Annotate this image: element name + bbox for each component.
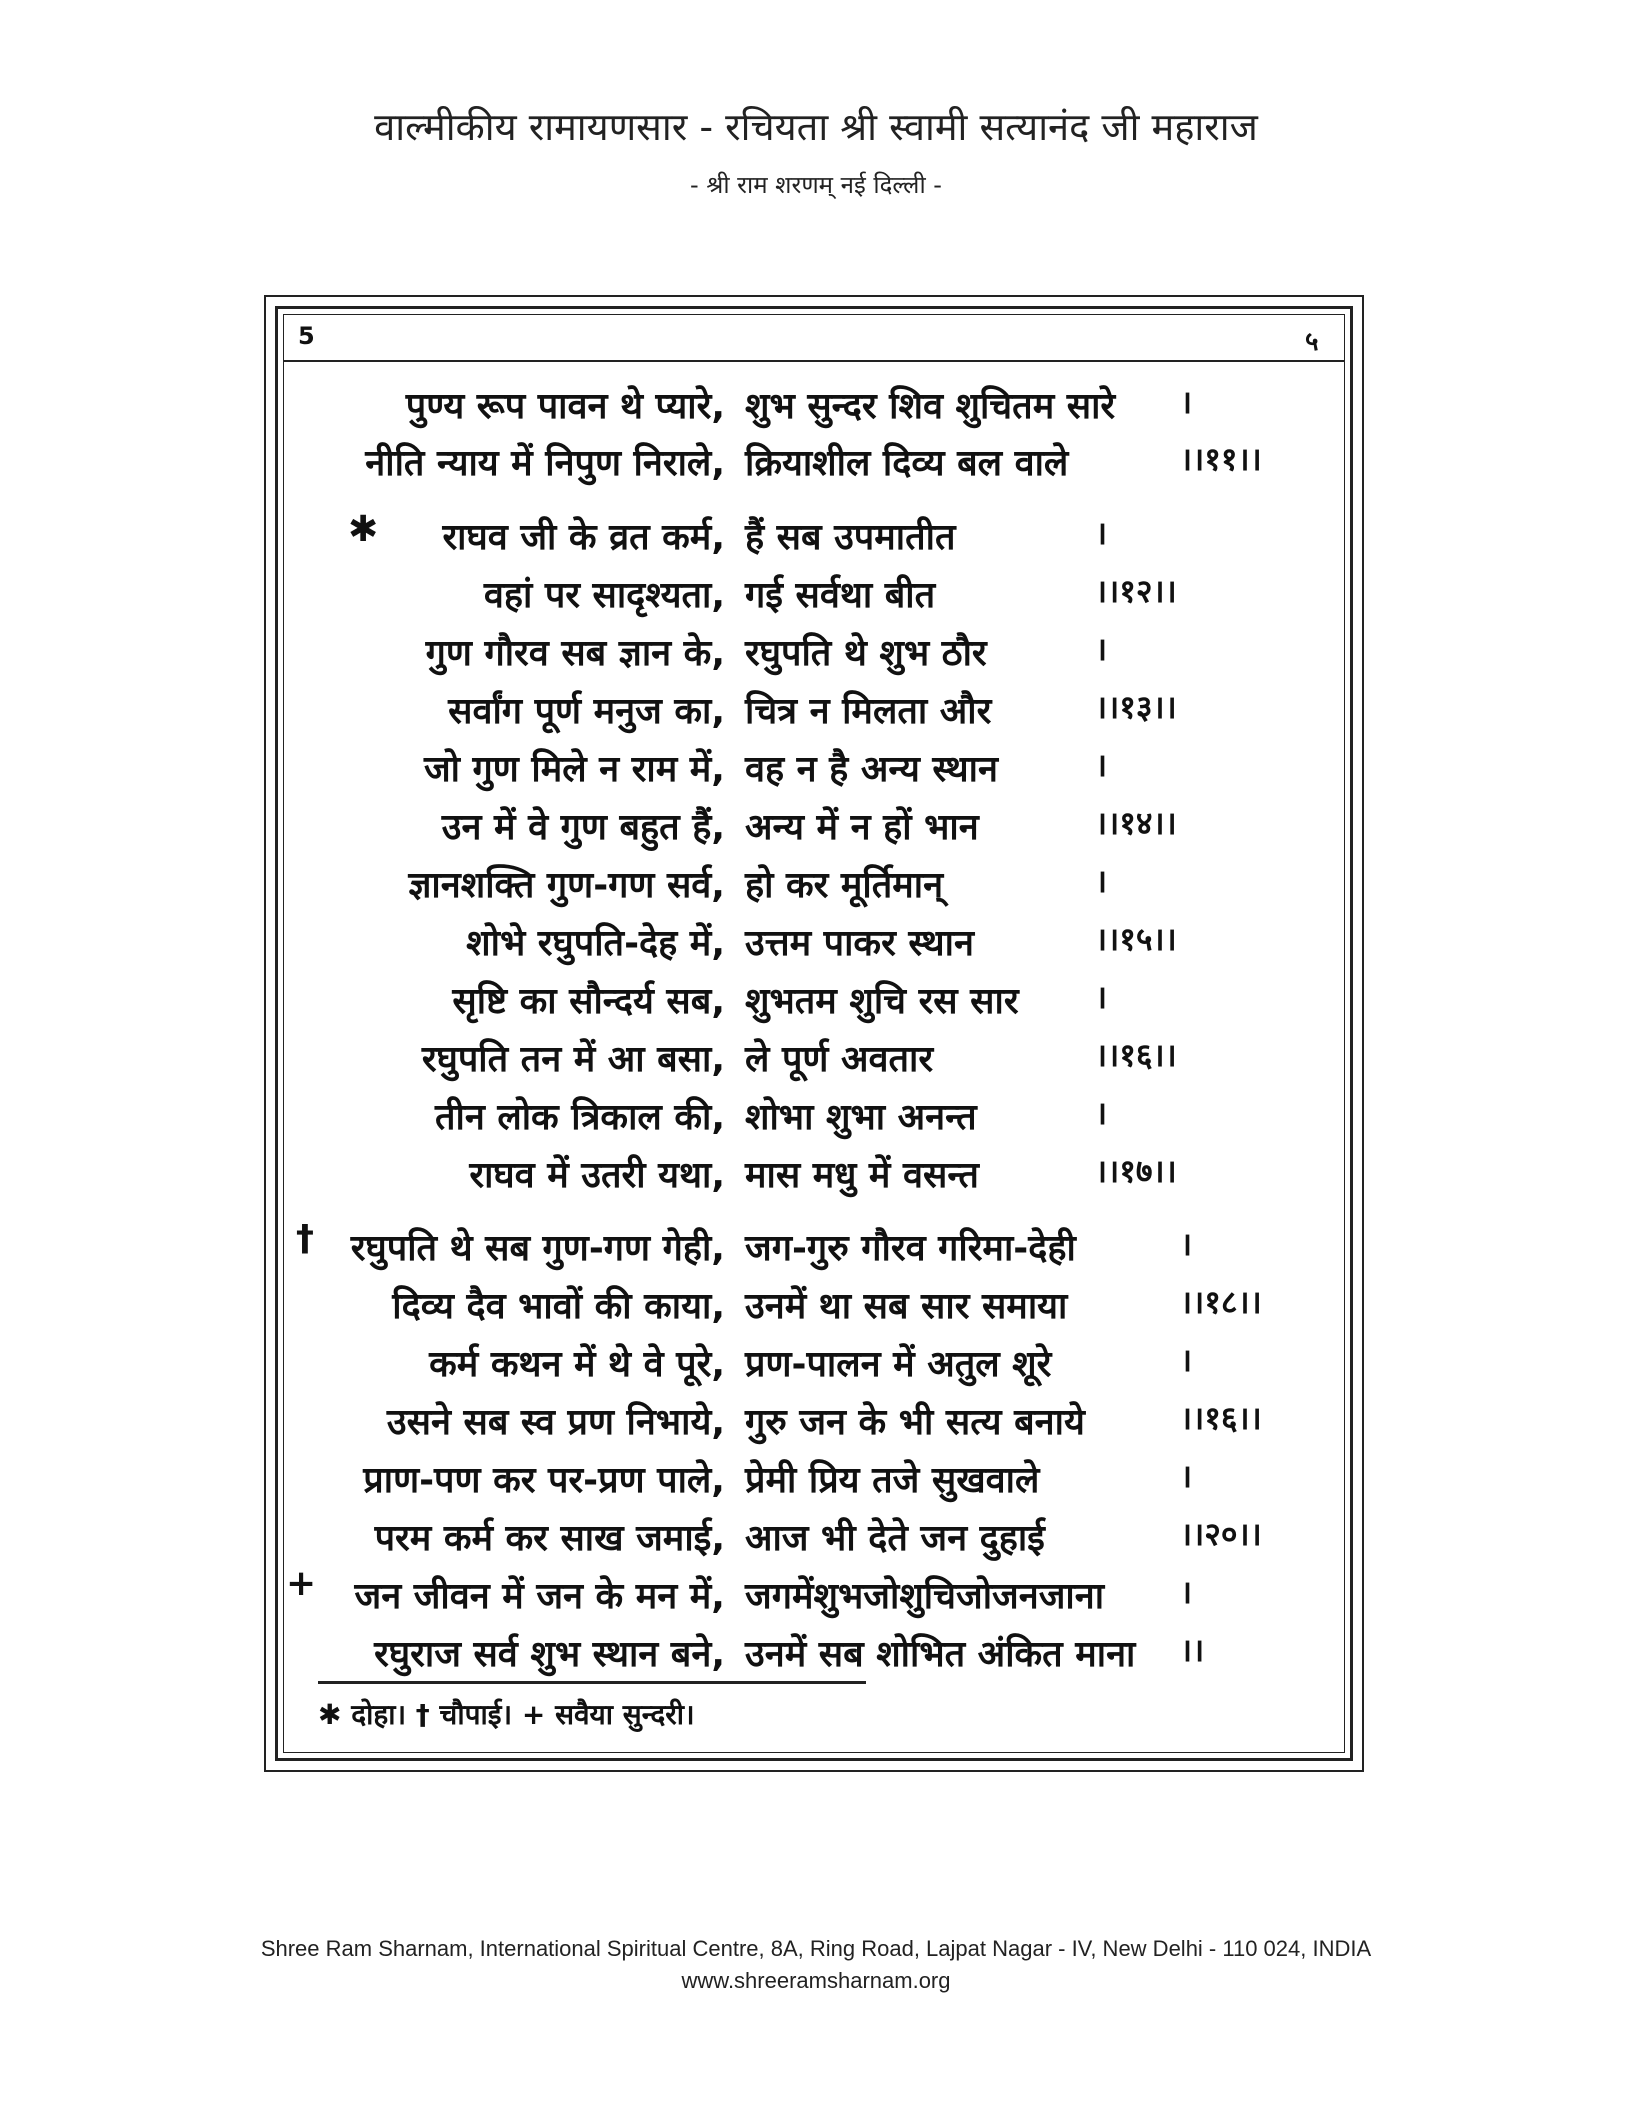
- page-subtitle: - श्री राम शरणम् नई दिल्ली -: [690, 171, 942, 199]
- doha-marker-icon: ✱: [348, 509, 379, 550]
- verse-first-half: सृष्टि का सौन्दर्य सब,: [452, 981, 725, 1022]
- verse-line-left: [0, 1338, 725, 1390]
- verse-number: ।।१६।।: [1180, 1399, 1262, 1437]
- page-number-arabic: 5: [298, 322, 315, 350]
- verse-first-half: वहां पर सादृश्यता,: [483, 575, 725, 616]
- verse-number: ।: [1095, 1094, 1108, 1132]
- verse-line-left: [0, 917, 725, 969]
- verse-first-half: प्राण-पण कर पर-प्रण पाले,: [363, 1460, 725, 1501]
- verse-first-half: उन में वे गुण बहुत हैं,: [441, 807, 725, 848]
- verse-first-half: रघुपति थे सब गुण-गण गेही,: [350, 1228, 725, 1269]
- footnote-legend: ✱ दोहा। † चौपाई। + सवैया सुन्दरी।: [318, 1698, 695, 1731]
- verse-second-half: हैं सब उपमातीत: [745, 517, 956, 558]
- verse-second-half: जग-गुरु गौरव गरिमा-देही: [745, 1228, 1076, 1269]
- verse-second-half: शोभा शुभा अनन्त: [745, 1097, 977, 1138]
- verse-first-half: रघुराज सर्व शुभ स्थान बने,: [374, 1634, 725, 1675]
- verse-line-left: [0, 569, 725, 621]
- verse-first-half: गुण गौरव सब ज्ञान के,: [425, 633, 725, 674]
- verse-line-left: [0, 685, 725, 737]
- verse-first-half: जन जीवन में जन के मन में,: [354, 1576, 725, 1617]
- verse-first-half: शोभे रघुपति-देह में,: [466, 923, 725, 964]
- verse-number: ।।१६।।: [1095, 1036, 1177, 1074]
- verse-second-half: आज भी देते जन दुहाई: [745, 1518, 1045, 1559]
- verse-number: ।।१८।।: [1180, 1283, 1262, 1321]
- verse-first-half: दिव्य दैव भावों की काया,: [392, 1286, 725, 1327]
- verse-second-half: क्रियाशील दिव्य बल वाले: [745, 443, 1069, 484]
- verse-number: ।: [1095, 978, 1108, 1016]
- verse-line-left: [0, 380, 725, 432]
- page-title: वाल्मीकीय रामायणसार - रचियता श्री स्वामी सत्यानंद जी महाराज: [374, 105, 1258, 149]
- verse-line-left: [0, 1512, 725, 1564]
- footer-address: Shree Ram Sharnam, International Spiritual Centre, 8A, Ring Road, Lajpat Nagar - IV, New Delhi - 110 024, INDIA: [260, 1936, 1372, 1961]
- verse-line-left: [0, 1280, 725, 1332]
- verse-line-left: [0, 627, 725, 679]
- page-number-devanagari: ५: [1305, 327, 1319, 357]
- chaupai-marker-icon: †: [296, 1218, 314, 1259]
- verse-number: ।: [1095, 630, 1108, 668]
- verse-first-half: परम कर्म कर साख जमाई,: [374, 1518, 725, 1559]
- verse-first-half: रघुपति तन में आ बसा,: [421, 1039, 725, 1080]
- verse-line-left: [0, 1628, 725, 1680]
- verse-second-half: प्रण-पालन में अतुल शूरे: [745, 1344, 1052, 1385]
- verse-number: ।।१५।।: [1095, 920, 1177, 958]
- verse-first-half: राघव जी के व्रत कर्म,: [442, 517, 725, 558]
- verse-line-left: [0, 1091, 725, 1143]
- verse-first-half: राघव में उतरी यथा,: [469, 1155, 725, 1196]
- savaiya-marker-icon: +: [286, 1563, 317, 1604]
- verse-number: ।: [1180, 1573, 1193, 1611]
- verse-second-half: शुभ सुन्दर शिव शुचितम सारे: [745, 386, 1116, 427]
- verse-number: ।।१७।।: [1095, 1152, 1177, 1190]
- verse-second-half: चित्र न मिलता और: [745, 691, 992, 732]
- verse-number: ।।२०।।: [1180, 1515, 1262, 1553]
- verse-second-half: ले पूर्ण अवतार: [745, 1039, 934, 1080]
- verse-second-half: गुरु जन के भी सत्य बनाये: [745, 1402, 1085, 1443]
- verse-line-left: [0, 1396, 725, 1448]
- verse-second-half: रघुपति थे शुभ ठौर: [745, 633, 987, 674]
- verse-first-half: नीति न्याय में निपुण निराले,: [365, 443, 725, 484]
- verse-first-half: जो गुण मिले न राम में,: [423, 749, 725, 790]
- verse-line-left: [0, 1222, 725, 1274]
- verse-second-half: हो कर मूर्तिमान्: [745, 865, 944, 906]
- verse-second-half: शुभतम शुचि रस सार: [745, 981, 1019, 1022]
- verse-number: ।।: [1180, 1631, 1205, 1669]
- verse-line-left: [0, 1454, 725, 1506]
- verse-first-half: पुण्य रूप पावन थे प्यारे,: [405, 386, 725, 427]
- verse-first-half: कर्म कथन में थे वे पूरे,: [429, 1344, 725, 1385]
- verse-second-half: गई सर्वथा बीत: [745, 575, 936, 616]
- verse-number: ।।१४।।: [1095, 804, 1177, 842]
- verse-second-half: उनमें सब शोभित अंकित माना: [745, 1634, 1136, 1675]
- verse-number: ।: [1095, 862, 1108, 900]
- verse-number: ।।११।।: [1180, 440, 1262, 478]
- verse-line-left: [0, 859, 725, 911]
- verse-number: ।: [1180, 1225, 1193, 1263]
- verse-line-left: [0, 1149, 725, 1201]
- verse-line-left: [0, 1033, 725, 1085]
- verse-second-half: प्रेमी प्रिय तजे सुखवाले: [745, 1460, 1040, 1501]
- verse-number: ।: [1180, 1341, 1193, 1379]
- verse-number: ।: [1180, 383, 1193, 421]
- verse-first-half: उसने सब स्व प्रण निभाये,: [386, 1402, 725, 1443]
- verse-second-half: उत्तम पाकर स्थान: [745, 923, 974, 964]
- footnote-rule: [318, 1681, 866, 1684]
- verse-second-half: वह न है अन्य स्थान: [745, 749, 998, 790]
- verse-first-half: सर्वांग पूर्ण मनुज का,: [448, 691, 725, 732]
- verse-second-half: मास मधु में वसन्त: [745, 1155, 979, 1196]
- verse-number: ।: [1095, 514, 1108, 552]
- verse-first-half: ज्ञानशक्ति गुण-गण सर्व,: [408, 865, 725, 906]
- verse-number: ।: [1180, 1457, 1193, 1495]
- verse-line-left: [0, 743, 725, 795]
- verse-line-left: [0, 1570, 725, 1622]
- verse-second-half: उनमें था सब सार समाया: [745, 1286, 1068, 1327]
- verse-line-left: [0, 801, 725, 853]
- verse-second-half: अन्य में न हों भान: [745, 807, 979, 848]
- header-rule: [283, 360, 1345, 362]
- verse-line-left: [0, 437, 725, 489]
- verse-number: ।।१३।।: [1095, 688, 1177, 726]
- verse-number: ।।१२।।: [1095, 572, 1177, 610]
- verse-line-left: [0, 975, 725, 1027]
- verse-first-half: तीन लोक त्रिकाल की,: [434, 1097, 725, 1138]
- verse-second-half: जगमेंशुभजोशुचिजोजनजाना: [745, 1576, 1105, 1617]
- footer-website: www.shreeramsharnam.org: [681, 1968, 951, 1993]
- verse-number: ।: [1095, 746, 1108, 784]
